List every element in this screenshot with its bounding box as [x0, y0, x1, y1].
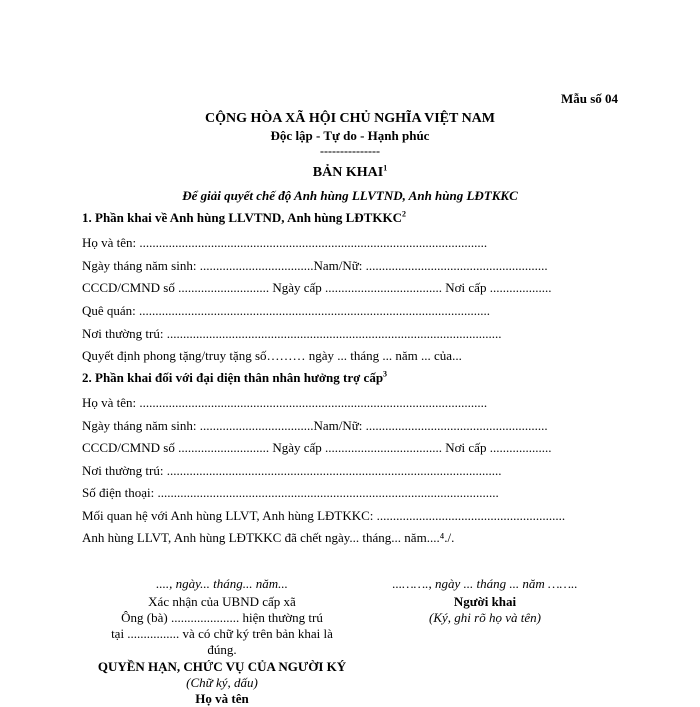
relative-id-card: CCCD/CMND số ............................ Ngày cấp .................................... Nơi cấp ................... [82, 440, 552, 455]
field-hometown: Quê quán: ............................................................................................................ [82, 303, 491, 318]
section1-heading [82, 210, 406, 226]
right-signature-block [370, 576, 600, 626]
confirmation-end: đúng. [207, 642, 237, 657]
declarant-title: Người khai [453, 594, 517, 609]
hero-death-date: Anh hùng LLVT, Anh hùng LĐTKKC đã chết ngày... tháng... năm....⁴./. [82, 530, 455, 545]
document-title [0, 165, 700, 181]
relative-residence: Nơi thường trú: ....................................................................................................... [82, 463, 502, 478]
field-birth-gender: Ngày tháng năm sinh: ...................................Nam/Nữ: ........................................................ [82, 258, 548, 273]
nation-heading: CỘNG HÒA XÃ HỘI CHỦ NGHĨA VIỆT NAM [204, 111, 495, 126]
section1-footnote: 2 [401, 209, 406, 219]
declarant-note: (Ký, ghi rõ họ và tên) [429, 610, 541, 625]
header-divider: --------------- [320, 144, 380, 158]
section2-footnote: 3 [383, 369, 388, 379]
title-footnote: 1 [383, 163, 388, 173]
field-id-card: CCCD/CMND số ............................ Ngày cấp .................................... Nơi cấp ................... [82, 280, 552, 295]
signer-name: Họ và tên [195, 691, 249, 706]
relative-phone: Số điện thoại: ......................................................................................................... [82, 485, 499, 500]
left-date: ...., ngày... tháng... năm... [156, 576, 288, 591]
field-full-name: Họ và tên: ........................................................................................................... [82, 235, 488, 250]
confirmation-location: tại ................ và có chữ ký trên bản khai là [111, 626, 333, 641]
field-residence: Nơi thường trú: ....................................................................................................... [82, 326, 502, 341]
form-number: Mẫu số 04 [560, 91, 618, 106]
relative-full-name: Họ và tên: ........................................................................................................... [82, 395, 488, 410]
relative-birth-gender: Ngày tháng năm sinh: ...................................Nam/Nữ: ........................................................ [82, 418, 548, 433]
field-award-decision: Quyết định phong tặng/truy tặng số……… ngày ... tháng ... năm ... của... [82, 348, 462, 363]
confirmation-person: Ông (bà) ..................... hiện thường trú [121, 610, 323, 625]
section2-heading [82, 370, 387, 386]
left-signature-block [62, 576, 382, 707]
signer-title: QUYỀN HẠN, CHỨC VỤ CỦA NGƯỜI KÝ [97, 659, 347, 674]
section2-heading-text: 2. Phần khai đối với đại diện thân nhân hưởng trợ cấp [82, 370, 384, 385]
document-subtitle: Để giải quyết chế độ Anh hùng LLVTND, Anh hùng LĐTKKC [182, 188, 518, 203]
section1-heading-text: 1. Phần khai về Anh hùng LLVTND, Anh hùng LĐTKKC [82, 210, 402, 225]
right-date: ...……., ngày ... tháng ... năm …….. [392, 576, 578, 591]
document-title-text: BẢN KHAI [312, 165, 384, 180]
commune-confirmation: Xác nhận của UBND cấp xã [148, 594, 296, 609]
signer-note: (Chữ ký, dấu) [186, 675, 258, 690]
motto: Độc lập - Tự do - Hạnh phúc [270, 128, 430, 143]
relative-relationship: Mối quan hệ với Anh hùng LLVT, Anh hùng LĐTKKC: .......................................................... [82, 508, 566, 523]
